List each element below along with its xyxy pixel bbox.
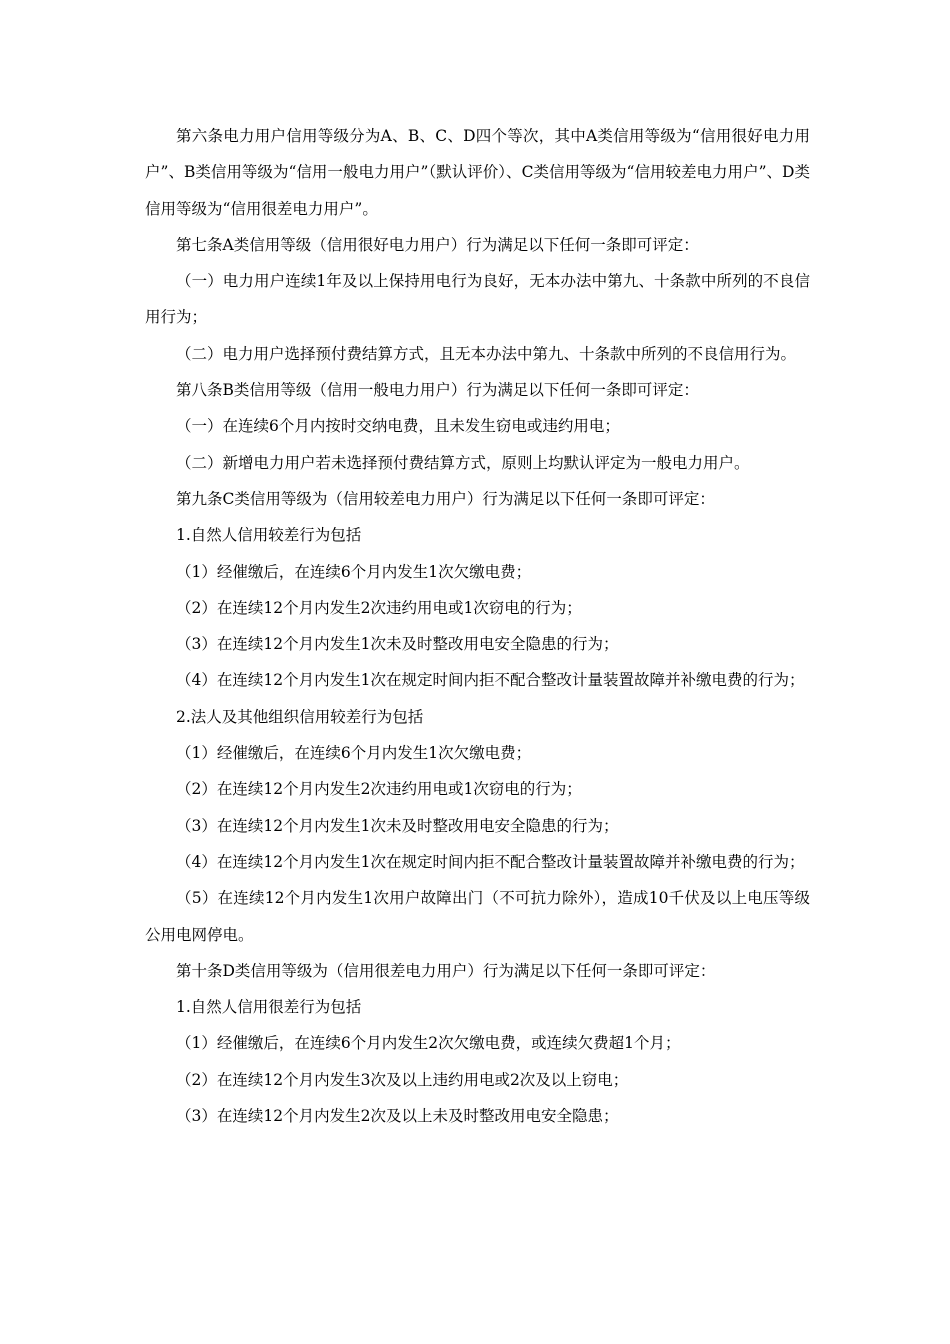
article-9-section-2-item-4: （4）在连续12个月内发生1次在规定时间内拒不配合整改计量装置故障并补缴电费的行为； [176, 852, 805, 871]
article-9-section-2-item-1: （1）经催缴后，在连续6个月内发生1次欠缴电费； [176, 744, 532, 763]
article-6-paragraph: 第六条电力用户信用等级分为A、B、C、D四个等次，其中A类信用等级为“信用很好电力用户”、B类信用等级为“信用一般电力用户”（默认评价）、C类信用等级为“信用较差电力用户”、D类信用等级为“信用很差电力用户”。 [145, 127, 810, 218]
article-9-section-2-item-5: （5）在连续12个月内发生1次用户故障出门（不可抗力除外），造成10千伏及以上电压等级公用电网停电。 [145, 889, 810, 944]
article-10-section-1-heading: 1.自然人信用很差行为包括 [176, 998, 362, 1017]
article-9-section-1-heading: 1.自然人信用较差行为包括 [176, 526, 362, 545]
article-9-section-1-item-4: （4）在连续12个月内发生1次在规定时间内拒不配合整改计量装置故障并补缴电费的行为； [176, 671, 805, 690]
article-7-heading: 第七条A类信用等级（信用很好电力用户）行为满足以下任何一条即可评定： [176, 235, 699, 254]
article-10-section-1-item-1: （1）经催缴后，在连续6个月内发生2次欠缴电费，或连续欠费超1个月； [176, 1034, 681, 1053]
article-7-item-2: （二）电力用户选择预付费结算方式，且无本办法中第九、十条款中所列的不良信用行为。 [176, 344, 797, 363]
article-8-item-2: （二）新增电力用户若未选择预付费结算方式，原则上均默认评定为一般电力用户。 [176, 453, 750, 472]
article-8-item-1: （一）在连续6个月内按时交纳电费，且未发生窃电或违约用电； [176, 417, 620, 436]
article-9-section-1-item-3: （3）在连续12个月内发生1次未及时整改用电安全隐患的行为； [176, 635, 619, 654]
article-10-section-1-item-3: （3）在连续12个月内发生2次及以上未及时整改用电安全隐患； [176, 1107, 619, 1126]
article-9-section-1-item-2: （2）在连续12个月内发生2次违约用电或1次窃电的行为； [176, 598, 582, 617]
article-7-item-1: （一）电力用户连续1年及以上保持用电行为良好，无本办法中第九、十条款中所列的不良信用行为； [145, 272, 810, 327]
article-8-heading: 第八条B类信用等级（信用一般电力用户）行为满足以下任何一条即可评定： [176, 381, 699, 400]
article-9-heading: 第九条C类信用等级为（信用较差电力用户）行为满足以下任何一条即可评定： [176, 489, 715, 508]
article-10-heading: 第十条D类信用等级为（信用很差电力用户）行为满足以下任何一条即可评定： [176, 961, 716, 980]
article-9-section-2-item-3: （3）在连续12个月内发生1次未及时整改用电安全隐患的行为； [176, 816, 619, 835]
article-9-section-2-item-2: （2）在连续12个月内发生2次违约用电或1次窃电的行为； [176, 780, 582, 799]
article-9-section-1-item-1: （1）经催缴后，在连续6个月内发生1次欠缴电费； [176, 562, 532, 581]
document-page [145, 118, 810, 1134]
article-10-section-1-item-2: （2）在连续12个月内发生3次及以上违约用电或2次及以上窃电； [176, 1070, 629, 1089]
article-9-section-2-heading: 2.法人及其他组织信用较差行为包括 [176, 707, 424, 726]
